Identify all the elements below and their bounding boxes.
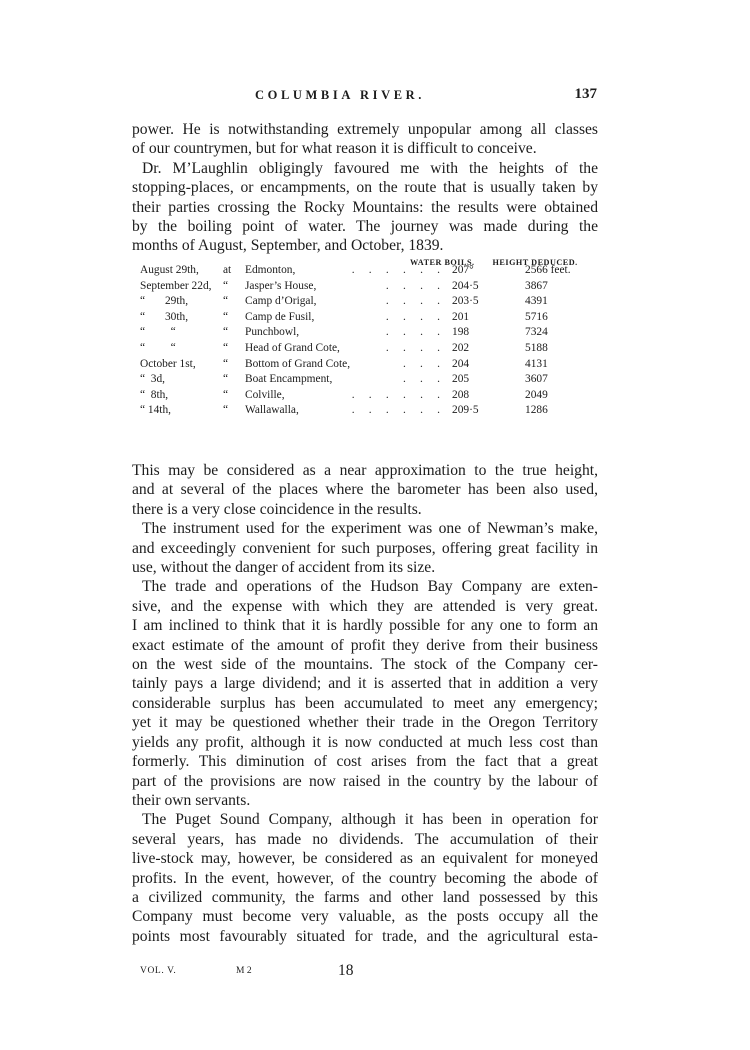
cell-at: “ [223,357,229,370]
cell-height-deduced: 1286 [525,404,548,417]
cell-date: “ “ [140,326,176,339]
table-row [140,357,600,373]
cell-height-deduced: 4391 [525,295,548,308]
cell-date: August 29th, [140,264,199,276]
signature-mark: M 2 [236,966,252,976]
cell-date: October 1st, [140,357,196,370]
text-line: on the west side of the mountains. The stock of the Company cer- [132,656,598,674]
cell-at: “ [223,373,229,386]
text-line: Company must become very valuable, as the posts occupy all the [132,908,598,926]
cell-place: Jasper’s House, [245,279,317,292]
cell-at: “ [223,310,229,323]
cell-water-boils: 204·5 [452,279,479,292]
cell-leader-dots: . . . . . . [351,264,440,276]
text-line: live-stock may, however, be considered as an equivalent for moneyed [132,850,598,868]
text-line: their parties crossing the Rocky Mountains: the results were obtained [132,198,598,216]
cell-leader-dots: . . . . . . [351,388,440,401]
cell-place: Edmonton, [245,264,296,276]
cell-height-deduced: 3867 [525,279,548,292]
cell-height-deduced: 2049 [525,388,548,401]
text-line: formerly. This diminution of cost arises from the fact that a great [132,753,598,771]
cell-leader-dots: . . . . . . [351,404,440,417]
paragraph [132,577,598,810]
table-row [140,372,600,388]
text-line: sive, and the expense with which they are attended is very great. [132,597,598,615]
cell-water-boils: 201 [452,310,470,323]
table-row [140,325,600,341]
text-line: The Puget Sound Company, although it has been in operation for [142,811,598,829]
cell-leader-dots: . . . . [385,310,440,323]
text-line: part of the provisions are now raised in the country by the labour of [132,772,598,790]
cell-date: “ 29th, [140,295,189,308]
text-block-intro [132,120,598,256]
text-line: and at several of the places where the barometer has been also used, [132,481,598,499]
page-header [133,88,597,108]
cell-water-boils: 208 [452,388,470,401]
text-line: by the boiling point of water. The journey was made during the [132,218,598,236]
text-line: a civilized community, the farms and other land possessed by this [132,888,598,906]
cell-water-boils: 203·5 [452,295,479,308]
cell-at: “ [223,279,229,292]
cell-at: “ [223,388,229,401]
text-line: The trade and operations of the Hudson Bay Company are exten- [142,578,598,596]
table-row [140,294,600,310]
text-line: power. He is notwithstanding extremely unpopular among all classes [132,121,598,138]
sheet-number: 18 [338,962,354,979]
cell-water-boils: 205 [452,373,470,386]
cell-date: “ 30th, [140,310,189,323]
text-line: points most favourably situated for trade, and the agricultural esta- [132,927,598,945]
cell-place: Wallawalla, [245,404,299,417]
text-line: tainly pays a large dividend; and it is asserted that in addition a very [132,675,598,693]
text-line: Dr. M’Laughlin obligingly favoured me with the heights of the [142,159,598,177]
cell-at: “ [223,326,229,339]
text-line: several years, has made no dividends. The accumulation of their [132,830,598,848]
cell-at: “ [223,404,229,417]
cell-date: “ 3d, [140,373,165,386]
header-water-boils: WATER BOILS. [410,258,475,267]
text-line: use, without the danger of accident from its size. [132,559,436,577]
text-block-body [132,461,598,946]
volume-label: VOL. V. [140,966,177,976]
text-line: stopping-places, or encampments, on the route that is usually taken by [132,179,598,197]
table-row [140,310,600,326]
table-row [140,263,600,279]
paragraph [132,461,598,519]
paragraph [132,519,598,577]
cell-leader-dots: . . . . [385,326,440,339]
text-line: exact estimate of the amount of profit they derive from their business [132,636,598,654]
cell-height-deduced: 4131 [525,357,548,370]
cell-height-deduced: 5716 [525,310,548,323]
text-line: and exceedingly convenient for such purposes, offering great facility in [132,539,598,557]
cell-date: “ “ [140,342,176,354]
cell-leader-dots: . . . . [385,295,440,308]
text-line: This may be considered as a near approximation to the true height, [132,462,598,479]
text-line: of our countrymen, but for what reason it is difficult to conceive. [132,140,537,158]
cell-place: Colville, [245,388,285,401]
cell-at: “ [223,295,229,308]
text-line: I am inclined to think that it is hardly possible for any one to form an [132,617,598,635]
cell-water-boils: 209·5 [452,404,479,417]
cell-at: “ [223,342,229,354]
paragraph [132,159,598,256]
cell-water-boils: 202 [452,342,470,354]
cell-place: Punchbowl, [245,326,300,339]
cell-at: at [223,264,232,276]
cell-place: Camp de Fusil, [245,310,315,323]
text-line: profits. In the event, however, of the country becoming the abode of [132,869,598,887]
table-row [140,341,600,357]
text-line: there is a very close coincidence in the results. [132,500,422,518]
cell-height-deduced: 5188 [525,342,548,354]
cell-place: Head of Grand Cote, [245,342,340,354]
text-line: months of August, September, and October, 1839. [132,237,444,255]
text-line: their own servants. [132,791,251,809]
running-title: COLUMBIA RIVER. [255,88,425,102]
cell-water-boils: 198 [452,326,470,339]
page-footer [140,963,440,983]
paragraph [132,120,598,159]
table-row [140,279,600,295]
text-line: The instrument used for the experiment was one of Newman’s make, [142,520,598,538]
cell-height-deduced: 7324 [525,326,548,339]
text-line: considerable surplus has been accumulated to meet any emergency; [132,694,598,712]
cell-leader-dots: . . . . [385,342,440,354]
cell-place: Bottom of Grand Cote, [245,357,351,370]
table-row [140,403,600,419]
cell-height-deduced: 2566 feet. [525,264,571,276]
cell-place: Boat Encampment, [245,373,333,386]
table-row [140,388,600,404]
cell-leader-dots: . . . [402,357,440,370]
cell-date: “ 8th, [140,388,169,401]
cell-water-boils: 207° [452,264,474,276]
header-height-deduced: HEIGHT DEDUCED. [492,258,578,267]
cell-place: Camp d’Origal, [245,295,317,308]
cell-date: “ 14th, [140,404,172,417]
cell-leader-dots: . . . [402,373,440,386]
cell-height-deduced: 3607 [525,373,548,386]
page-number: 137 [574,86,597,102]
cell-water-boils: 204 [452,357,470,370]
text-line: yields any profit, although it is now conducted at much less cost than [132,733,598,751]
paragraph [132,810,598,946]
cell-date: September 22d, [140,279,212,292]
cell-leader-dots: . . . . [385,279,440,292]
text-line: yet it may be questioned whether their trade in the Oregon Territory [132,714,598,732]
